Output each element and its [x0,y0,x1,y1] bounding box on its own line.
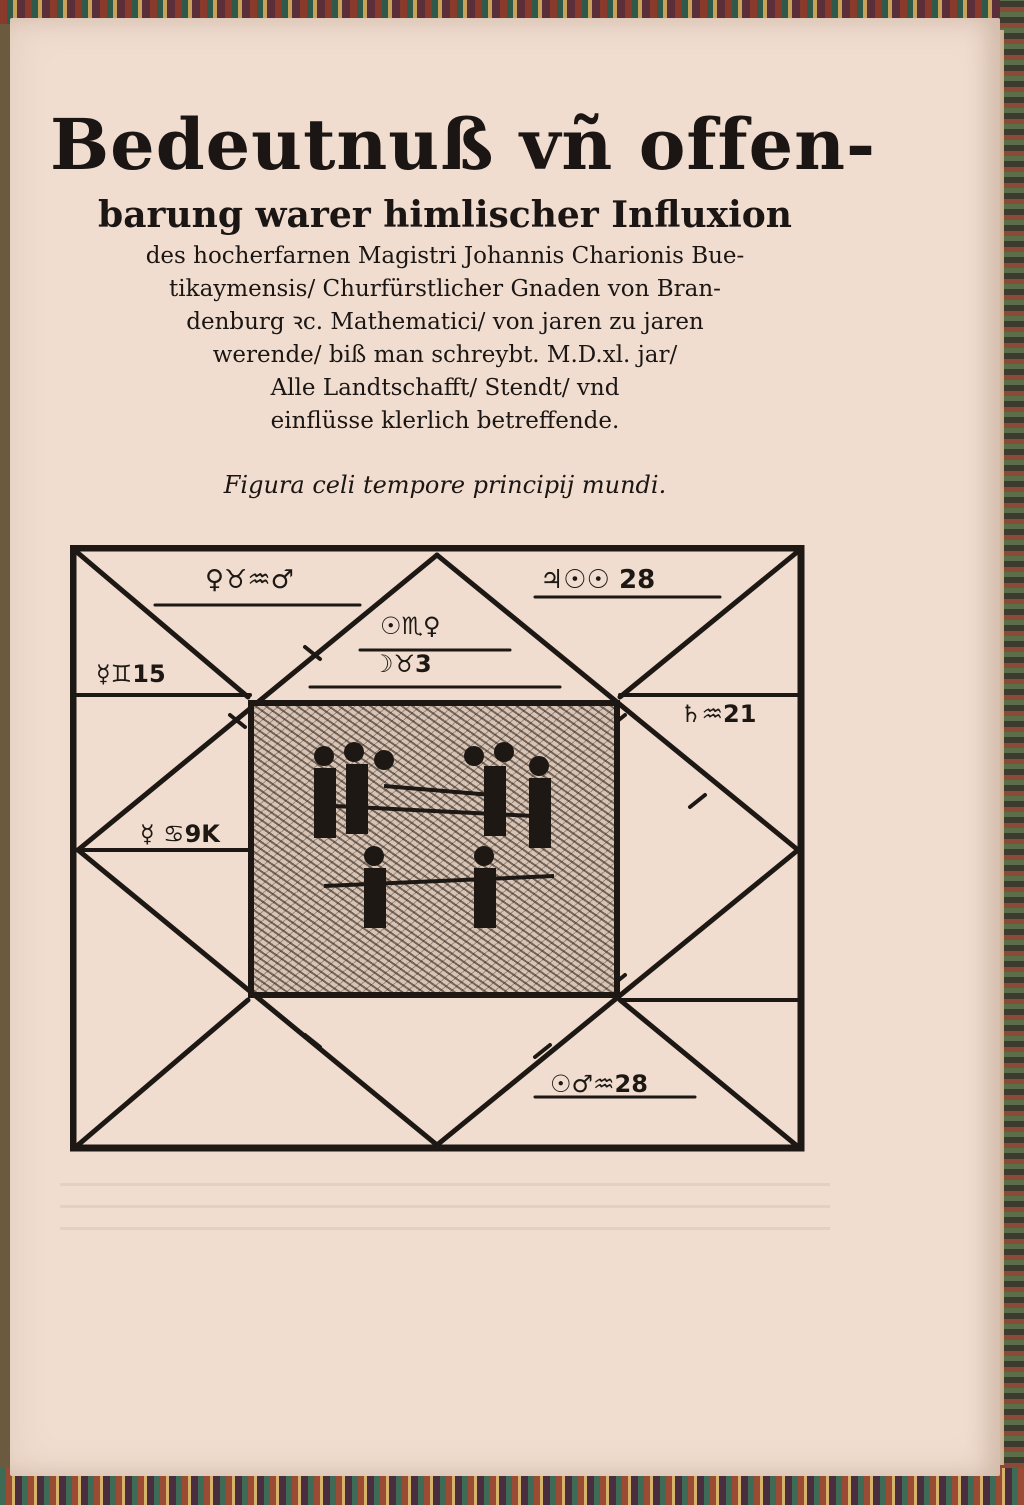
show-through-text [60,1170,830,1230]
glyph-top-right: ♃☉☉ 28 [540,565,656,595]
title-line-7: Alle Landtschafft/ Stendt/ vnd [270,375,620,401]
title-line-1: Bedeutnuß vñ offen- [50,103,877,186]
title-line-4: tikaymensis/ Churfürstlicher Gnaden von Bran- [169,276,721,302]
woodcut-battle-scene [248,700,620,998]
glyph-right-upper: ♄♒21 [680,700,757,728]
figure-caption: Figura celi tempore principij mundi. [223,471,667,499]
glyph-bottom-right: ☉♂♒28 [550,1070,648,1098]
title-block [50,100,877,502]
title-line-3: des hocherfarnen Magistri Johannis Charionis Bue- [145,243,745,269]
title-line-5: denburg ꝛc. Mathematici/ von jaren zu jaren [186,309,704,335]
title-line-2: barung warer himlischer Influxion [98,194,792,236]
woodcut-figures [284,726,584,956]
glyph-left-upper: ☿♊15 [96,660,166,688]
glyph-left-mid: ☿ ♋9K [140,820,220,848]
glyph-center-top-2: ☽♉3 [372,650,432,678]
diag-bottom-left [78,1000,248,1145]
glyph-top-left: ♀♉♒♂ [205,565,294,595]
title-line-8: einflüsse klerlich betreffende. [270,408,620,434]
title-line-6: werende/ biß man schreybt. M.D.xl. jar/ [212,342,678,368]
glyph-center-top-1: ☉♏♀ [380,612,441,640]
